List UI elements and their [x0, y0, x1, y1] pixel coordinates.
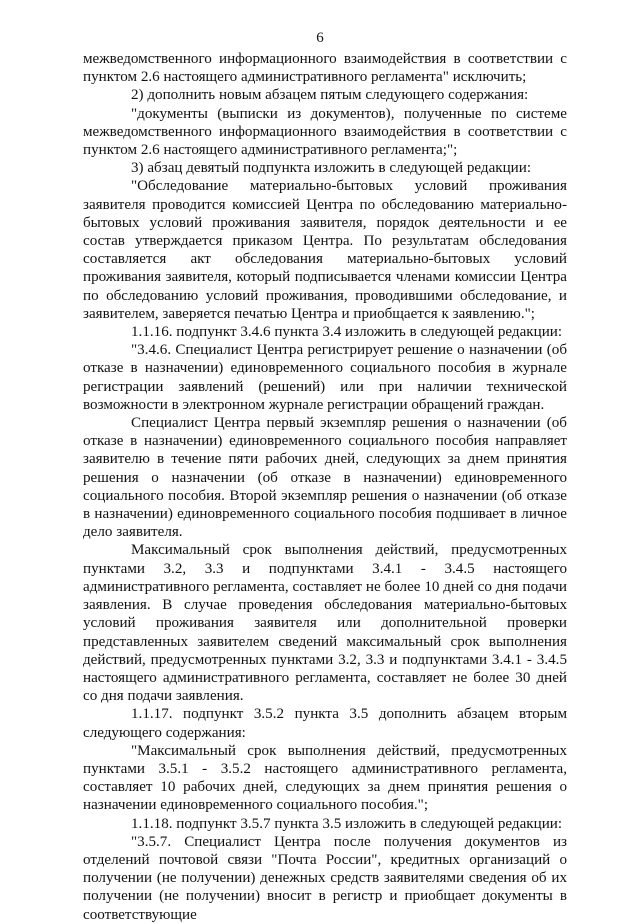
paragraph: "3.4.6. Специалист Центра регистрирует решение о назначении (об отказе в назначении) единовременного социального пособия в журнале регистрации заявлений (решений) или при наличии технической возможности в электронном журнале регистрации обращений граждан.	[83, 342, 567, 413]
paragraph: 1.1.17. подпункт 3.5.2 пункта 3.5 дополнить абзацем вторым следующего содержания:	[83, 706, 567, 741]
paragraph: 1.1.18. подпункт 3.5.7 пункта 3.5 изложить в следующей редакции:	[131, 815, 563, 832]
paragraph: "Максимальный срок выполнения действий, предусмотренных пунктами 3.5.1 - 3.5.2 настоящего административного регламента, составляет 10 рабочих дней, следующих за днем принятия решения о назначении единовременного социального пособия.";	[83, 742, 567, 814]
paragraph: 3) абзац девятый подпункта изложить в следующей редакции:	[131, 160, 532, 177]
paragraph: Максимальный срок выполнения действий, предусмотренных пунктами 3.2, 3.3 и подпунктами 3.4.1 - 3.4.5 настоящего административного регламента, составляет не более 10 дней со дня подачи заявления. В случае проведения обследования материально-бытовых условий проживания заявителя или дополнительной проверки представленных заявителем сведений максимальный срок выполнения действий, предусмотренных пунктами 3.2, 3.3 и подпунктами 3.4.1 - 3.4.5 настоящего административного регламента, составляет не более 30 дней со дня подачи заявления.	[83, 542, 567, 705]
paragraph: "документы (выписки из документов), полученные по системе межведомственного информационного взаимодействия в соответствии с пунктом 2.6 настоящего административного регламента;";	[83, 105, 567, 159]
document-body	[83, 50, 567, 924]
paragraph: межведомственного информационного взаимодействия в соответствии с пунктом 2.6 настоящего административного регламента" исключить;	[83, 51, 567, 86]
paragraph: 2) дополнить новым абзацем пятым следующего содержания:	[131, 87, 529, 104]
paragraph: "Обследование материально-бытовых условий проживания заявителя проводится комиссией Центра по обследованию материально-бытовых условий проживания заявителя, порядок деятельности и ее состав утверждается приказом Центра. По результатам обследования составляется акт обследования материально-бытовых условий проживания заявителя, который подписывается членами комиссии Центра по обследованию условий проживания, проводившими обследование, и заявителем, заверяется печатью Центра и приобщается к заявлению.";	[83, 178, 567, 322]
page-number: 6	[316, 30, 324, 46]
paragraph: 1.1.16. подпункт 3.4.6 пункта 3.4 изложить в следующей редакции:	[131, 324, 563, 341]
paragraph: Специалист Центра первый экземпляр решения о назначении (об отказе в назначении) единовременного социального пособия направляет заявителю в течение пяти рабочих дней, следующих за днем принятия решения о назначении (об отказе в назначении) единовременного социального пособия. Второй экземпляр решения о назначении (об отказе в назначении) единовременного социального пособия подшивает в личное дело заявителя.	[83, 415, 567, 541]
paragraph: "3.5.7. Специалист Центра после получения документов из отделений почтовой связи "Почта России", кредитных организаций о получении (не получении) денежных средств заявителями сведения об их получении (не получении) вносит в регистр и приобщает документы в соответствующие	[83, 833, 567, 923]
